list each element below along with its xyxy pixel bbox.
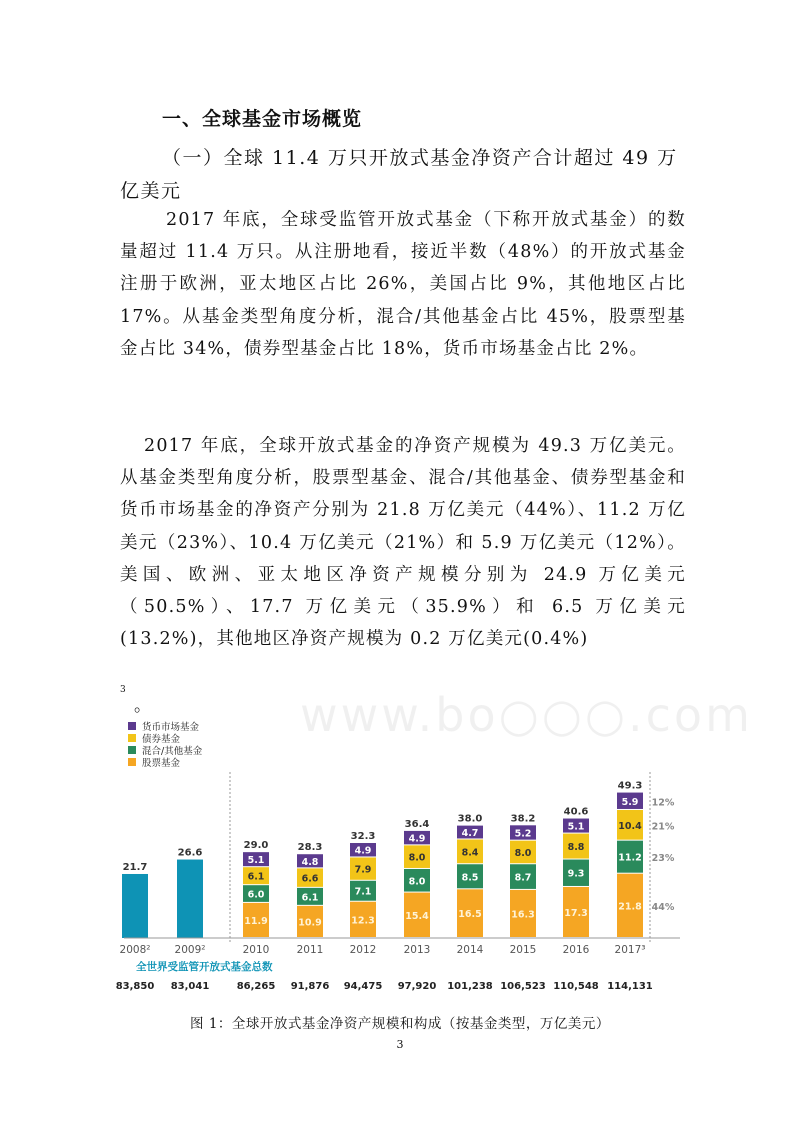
segment-value-label: 8.0	[408, 852, 426, 864]
segment-value-label: 15.4	[405, 910, 429, 922]
bar-total-label: 49.3	[617, 780, 643, 792]
bar-total-label: 29.0	[243, 840, 269, 852]
segment-value-label: 4.9	[408, 833, 426, 845]
x-tick-label: 2011	[296, 944, 324, 956]
fund-count-title: 全世界受监管开放式基金总数	[136, 961, 273, 973]
fund-count-value: 106,523	[500, 981, 546, 992]
fund-count-value: 94,475	[343, 981, 383, 992]
segment-value-label: 5.9	[621, 796, 639, 808]
segment-value-label: 5.2	[514, 828, 532, 840]
bar-total-label: 38.2	[510, 813, 536, 825]
share-labels	[652, 797, 675, 913]
sentence-end: 。	[134, 696, 151, 716]
bar-total	[177, 860, 203, 938]
segment-value-label: 7.9	[354, 864, 372, 876]
fund-count-value: 83,850	[115, 981, 155, 992]
fund-count-value: 114,131	[607, 981, 653, 992]
legend-swatch	[128, 746, 136, 754]
bar-total-label: 28.3	[297, 842, 323, 854]
fund-count-value: 110,548	[553, 981, 599, 992]
x-tick-label: 2013	[403, 944, 431, 956]
x-tick-label: 2010	[242, 944, 270, 956]
segment-value-label: 11.9	[244, 915, 268, 927]
fund-count-row	[116, 981, 653, 992]
paragraph-fund-count: 2017 年底，全球受监管开放式基金（下称开放式基金）的数量超过 11.4 万只。从注册地看，接近半数（48%）的开放式基金注册于欧洲，亚太地区占比 26%，美国占比 9%，其他地区占比 17%。从基金类型角度分析，混合/其他基金占比 45%，股票型基金占比 34%，债券型基金占比 18%，货币市场基金占比 2%。	[120, 210, 686, 359]
paragraph-net-assets: 2017 年底，全球开放式基金的净资产规模为 49.3 万亿美元。从基金类型角度分析，股票型基金、混合/其他基金、债券型基金和货币市场基金的净资产分别为 21.8 万亿美元（44%）、11.2 万亿美元（23%）、10.4 万亿美元（21%）和 5.9 万亿美元（12%）。美国、欧洲、亚太地区净资产规模分别为 24.9 万亿美元（50.5%）、17.7 万亿美元（35.9%）和 6.5 万亿美元(13.2%)，其他地区净资产规模为 0.2 万亿美元(0.4%)	[120, 436, 686, 650]
x-tick-label: 2012	[349, 944, 377, 956]
segment-value-label: 7.1	[354, 886, 372, 898]
legend-label: 混合/其他基金	[142, 746, 203, 757]
figure-caption: 图 1：全球开放式基金净资产规模和构成（按基金类型，万亿美元）	[190, 1016, 610, 1032]
fund-count-value: 86,265	[236, 981, 276, 992]
chart-legend	[128, 721, 203, 769]
segment-value-label: 6.0	[247, 889, 265, 901]
x-tick-label: 2014	[456, 944, 484, 956]
bar-total	[122, 874, 148, 938]
x-tick-label: 2017³	[614, 944, 646, 956]
share-label: 23%	[651, 853, 675, 865]
segment-value-label: 4.8	[301, 856, 319, 868]
segment-value-label: 8.8	[567, 842, 585, 854]
segment-value-label: 10.4	[618, 820, 642, 832]
bar-total-label: 32.3	[350, 831, 376, 843]
segment-value-label: 10.9	[298, 917, 322, 929]
segment-value-label: 16.3	[511, 909, 535, 921]
segment-value-label: 8.7	[514, 872, 532, 884]
share-label: 12%	[651, 797, 675, 809]
segment-value-label: 9.3	[567, 868, 585, 880]
segment-value-label: 4.9	[354, 845, 372, 857]
share-label: 44%	[651, 901, 675, 913]
segment-value-label: 8.5	[461, 872, 479, 884]
segment-value-label: 8.0	[514, 847, 532, 859]
bar-total-label: 21.7	[122, 861, 148, 873]
segment-value-label: 4.7	[461, 828, 479, 840]
fund-count-value: 83,041	[170, 981, 210, 992]
footnote-reference: 3	[120, 685, 126, 695]
segment-value-label: 11.2	[618, 852, 642, 864]
chart-bars	[122, 781, 643, 938]
segment-value-label: 8.0	[408, 876, 426, 888]
segment-value-label: 8.4	[461, 847, 479, 859]
legend-swatch	[128, 722, 136, 730]
x-tick-label: 2016	[562, 944, 590, 956]
watermark-logo: www.bo○○○.com	[300, 688, 753, 742]
legend-label: 货币市场基金	[142, 722, 200, 733]
segment-value-label: 12.3	[351, 915, 375, 927]
section-heading: 一、全球基金市场概览	[162, 108, 363, 130]
x-tick-label: 2015	[509, 944, 537, 956]
legend-swatch	[128, 734, 136, 742]
x-axis-labels	[120, 944, 646, 956]
segment-value-label: 21.8	[618, 901, 642, 913]
fund-count-value: 101,238	[447, 981, 493, 992]
legend-label: 股票基金	[142, 758, 181, 769]
fund-count-value: 91,876	[290, 981, 330, 992]
bar-total-label: 36.4	[404, 818, 430, 830]
x-tick-label: 2008²	[119, 944, 151, 956]
segment-value-label: 16.5	[458, 909, 482, 921]
bar-total-label: 40.6	[563, 806, 589, 818]
bar-total-label: 26.6	[177, 847, 203, 859]
page-number: 3	[396, 1038, 404, 1051]
share-label: 21%	[651, 821, 675, 833]
legend-swatch	[128, 758, 136, 766]
subsection-heading: （一）全球 11.4 万只开放式基金净资产合计超过 49 万亿美元	[120, 147, 678, 202]
fund-assets-chart	[115, 716, 690, 998]
segment-value-label: 6.6	[301, 873, 319, 885]
segment-value-label: 17.3	[564, 907, 588, 919]
fund-count-value: 97,920	[397, 981, 437, 992]
x-tick-label: 2009²	[174, 944, 206, 956]
segment-value-label: 6.1	[301, 892, 319, 904]
segment-value-label: 5.1	[247, 855, 265, 867]
segment-value-label: 5.1	[567, 821, 585, 833]
bar-total-label: 38.0	[457, 813, 483, 825]
segment-value-label: 6.1	[247, 871, 265, 883]
legend-label: 债券基金	[142, 734, 181, 745]
